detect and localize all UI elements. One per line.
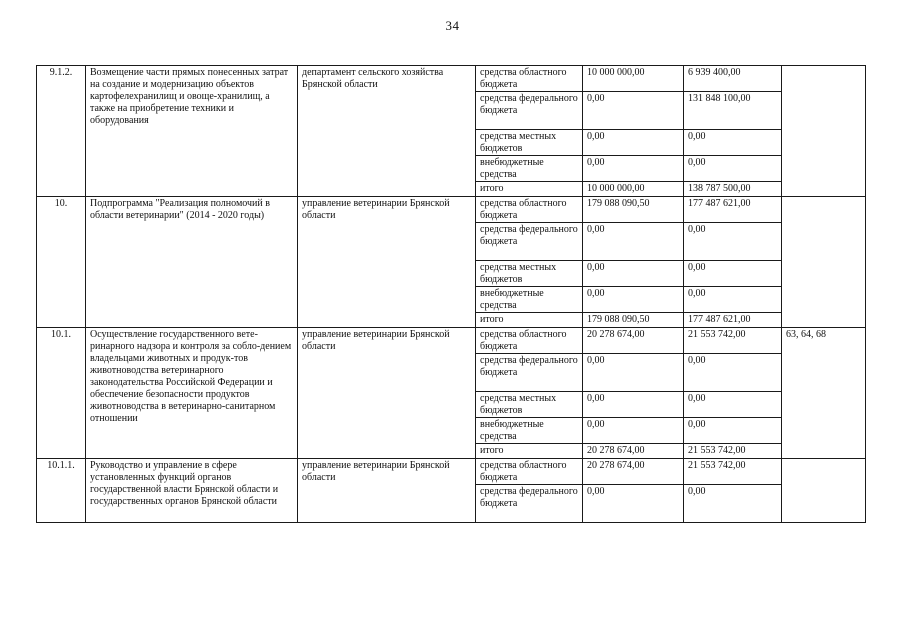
funding-source: внебюджетные средства: [476, 156, 583, 182]
item-reference: [782, 197, 866, 328]
amount-planned: 179 088 090,50: [583, 197, 684, 223]
table-row: [37, 197, 866, 223]
item-number: 9.1.2.: [37, 66, 86, 197]
item-number: 10.1.: [37, 328, 86, 459]
amount-actual: 21 553 742,00: [684, 328, 782, 354]
amount-planned: 0,00: [583, 92, 684, 130]
table-row: [37, 328, 866, 354]
funding-source: средства областного бюджета: [476, 66, 583, 92]
funding-source: внебюджетные средства: [476, 418, 583, 444]
amount-planned: 0,00: [583, 354, 684, 392]
funding-source: средства федерального бюджета: [476, 223, 583, 261]
funding-source: средства местных бюджетов: [476, 261, 583, 287]
amount-planned-total: 10 000 000,00: [583, 182, 684, 197]
funding-source: средства федерального бюджета: [476, 354, 583, 392]
page-number: 34: [445, 18, 460, 33]
funding-source-total: итого: [476, 444, 583, 459]
amount-actual: 6 939 400,00: [684, 66, 782, 92]
item-reference: 63, 64, 68: [782, 328, 866, 459]
item-reference: [782, 459, 866, 523]
amount-actual: 0,00: [684, 418, 782, 444]
amount-actual: 0,00: [684, 354, 782, 392]
funding-source: средства областного бюджета: [476, 328, 583, 354]
amount-actual: 131 848 100,00: [684, 92, 782, 130]
funding-source: средства федерального бюджета: [476, 92, 583, 130]
amount-planned: 10 000 000,00: [583, 66, 684, 92]
item-number: 10.1.1.: [37, 459, 86, 523]
item-executor: управление ветеринарии Брянской области: [298, 328, 476, 459]
item-executor: департамент сельского хозяйства Брянской области: [298, 66, 476, 197]
amount-planned: 0,00: [583, 485, 684, 523]
table-row: [37, 459, 866, 485]
amount-planned: 0,00: [583, 287, 684, 313]
item-name: Возмещение части прямых понесенных затрат на создание и модернизацию объектов картофелехранилищ и овоще-хранилищ, а также на приобретение техники и оборудования: [86, 66, 298, 197]
amount-planned: 20 278 674,00: [583, 328, 684, 354]
amount-planned-total: 179 088 090,50: [583, 313, 684, 328]
item-name: Подпрограмма "Реализация полномочий в области ветеринарии" (2014 - 2020 годы): [86, 197, 298, 328]
amount-planned: 0,00: [583, 418, 684, 444]
amount-actual: 21 553 742,00: [684, 459, 782, 485]
item-executor: управление ветеринарии Брянской области: [298, 459, 476, 523]
amount-planned: 20 278 674,00: [583, 459, 684, 485]
item-name: Осуществление государственного вете-ринарного надзора и контроля за собло-дением владельцами животных и продук-тов животноводства ветеринарного законодательства Российской Федерации и обеспечение безопасности продуктов животноводства в ветеринарно-санитарном отношении: [86, 328, 298, 459]
funding-source: средства федерального бюджета: [476, 485, 583, 523]
amount-planned: 0,00: [583, 261, 684, 287]
amount-planned: 0,00: [583, 392, 684, 418]
amount-actual: 0,00: [684, 287, 782, 313]
item-number: 10.: [37, 197, 86, 328]
amount-actual: 0,00: [684, 156, 782, 182]
item-executor: управление ветеринарии Брянской области: [298, 197, 476, 328]
amount-actual: 177 487 621,00: [684, 197, 782, 223]
amount-actual-total: 177 487 621,00: [684, 313, 782, 328]
item-name: Руководство и управление в сфере установленных функций органов государственной власти Брянской области и государственных органов Брянской области: [86, 459, 298, 523]
item-reference: [782, 66, 866, 197]
amount-actual: 0,00: [684, 392, 782, 418]
amount-actual: 0,00: [684, 223, 782, 261]
amount-actual-total: 21 553 742,00: [684, 444, 782, 459]
amount-planned: 0,00: [583, 223, 684, 261]
funding-source: внебюджетные средства: [476, 287, 583, 313]
funding-source: средства областного бюджета: [476, 459, 583, 485]
amount-planned-total: 20 278 674,00: [583, 444, 684, 459]
amount-actual: 0,00: [684, 485, 782, 523]
amount-actual: 0,00: [684, 261, 782, 287]
amount-planned: 0,00: [583, 156, 684, 182]
funding-source: средства местных бюджетов: [476, 130, 583, 156]
program-funding-table: [36, 65, 866, 523]
funding-source: средства областного бюджета: [476, 197, 583, 223]
funding-source: средства местных бюджетов: [476, 392, 583, 418]
table-row: [37, 66, 866, 92]
funding-source-total: итого: [476, 182, 583, 197]
amount-actual: 0,00: [684, 130, 782, 156]
funding-source-total: итого: [476, 313, 583, 328]
amount-actual-total: 138 787 500,00: [684, 182, 782, 197]
amount-planned: 0,00: [583, 130, 684, 156]
